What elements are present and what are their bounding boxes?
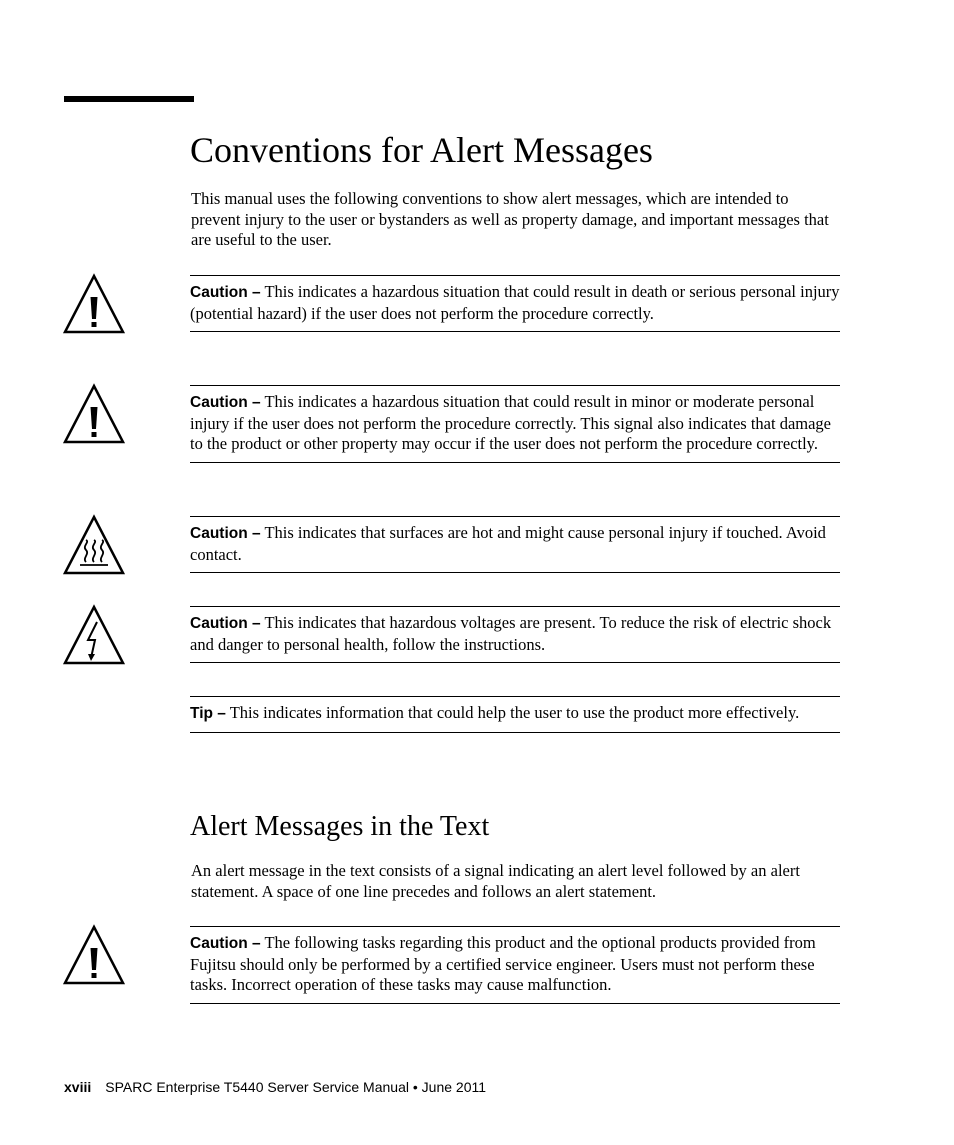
intro-paragraph: This manual uses the following conventions to show alert messages, which are intended to prevent injury to the user or bystanders as well as property damage, and important messages that are useful to the user. <box>191 189 829 249</box>
warning-triangle-icon <box>62 383 126 445</box>
warning-triangle-icon <box>62 273 126 335</box>
alert-text: This indicates a hazardous situation that could result in death or serious personal injury (potential hazard) if the user does not perform the procedure correctly. <box>190 282 840 323</box>
footer-title: SPARC Enterprise T5440 Server Service Manual • June 2011 <box>105 1079 487 1095</box>
hot-surface-icon <box>62 514 126 576</box>
page-footer <box>64 1078 486 1096</box>
high-voltage-icon <box>62 604 126 666</box>
alert-label: Caution – <box>190 935 261 952</box>
alert-label: Caution – <box>190 525 261 542</box>
warning-triangle-icon <box>62 924 126 986</box>
heading-rule <box>64 96 194 102</box>
alert-text: This indicates a hazardous situation that could result in minor or moderate personal injury if the user does not perform the procedure correctly. This signal also indicates that damage to the product or other property may occur if the user does not perform the procedure correctly. <box>190 392 832 453</box>
alert-text: This indicates information that could help the user to use the product more effectively. <box>229 703 800 722</box>
alert-tip <box>190 696 840 733</box>
section-heading: Alert Messages in the Text <box>190 811 490 842</box>
alert-label: Tip – <box>190 705 226 722</box>
alert-text: The following tasks regarding this product and the optional products provided from Fujitsu should only be performed by a certified service engineer. Users must not perform these tasks. Incorrect operation of these tasks may cause malfunction. <box>190 933 816 994</box>
alert-caution-service <box>190 926 840 1004</box>
page-title: Conventions for Alert Messages <box>190 130 653 170</box>
alert-text: This indicates that surfaces are hot and might cause personal injury if touched. Avoid contact. <box>190 523 826 564</box>
section-paragraph: An alert message in the text consists of a signal indicating an alert level followed by an alert statement. A space of one line precedes and follows an alert statement. <box>191 861 800 901</box>
alert-label: Caution – <box>190 615 261 632</box>
alert-label: Caution – <box>190 394 261 411</box>
alert-label: Caution – <box>190 284 261 301</box>
alert-caution-voltage <box>190 606 840 663</box>
alert-text: This indicates that hazardous voltages are present. To reduce the risk of electric shock and danger to personal health, follow the instructions. <box>190 613 832 654</box>
alert-caution-death <box>190 275 840 332</box>
alert-caution-hot <box>190 516 840 573</box>
alert-caution-minor <box>190 385 840 463</box>
page-number: xviii <box>64 1079 92 1095</box>
